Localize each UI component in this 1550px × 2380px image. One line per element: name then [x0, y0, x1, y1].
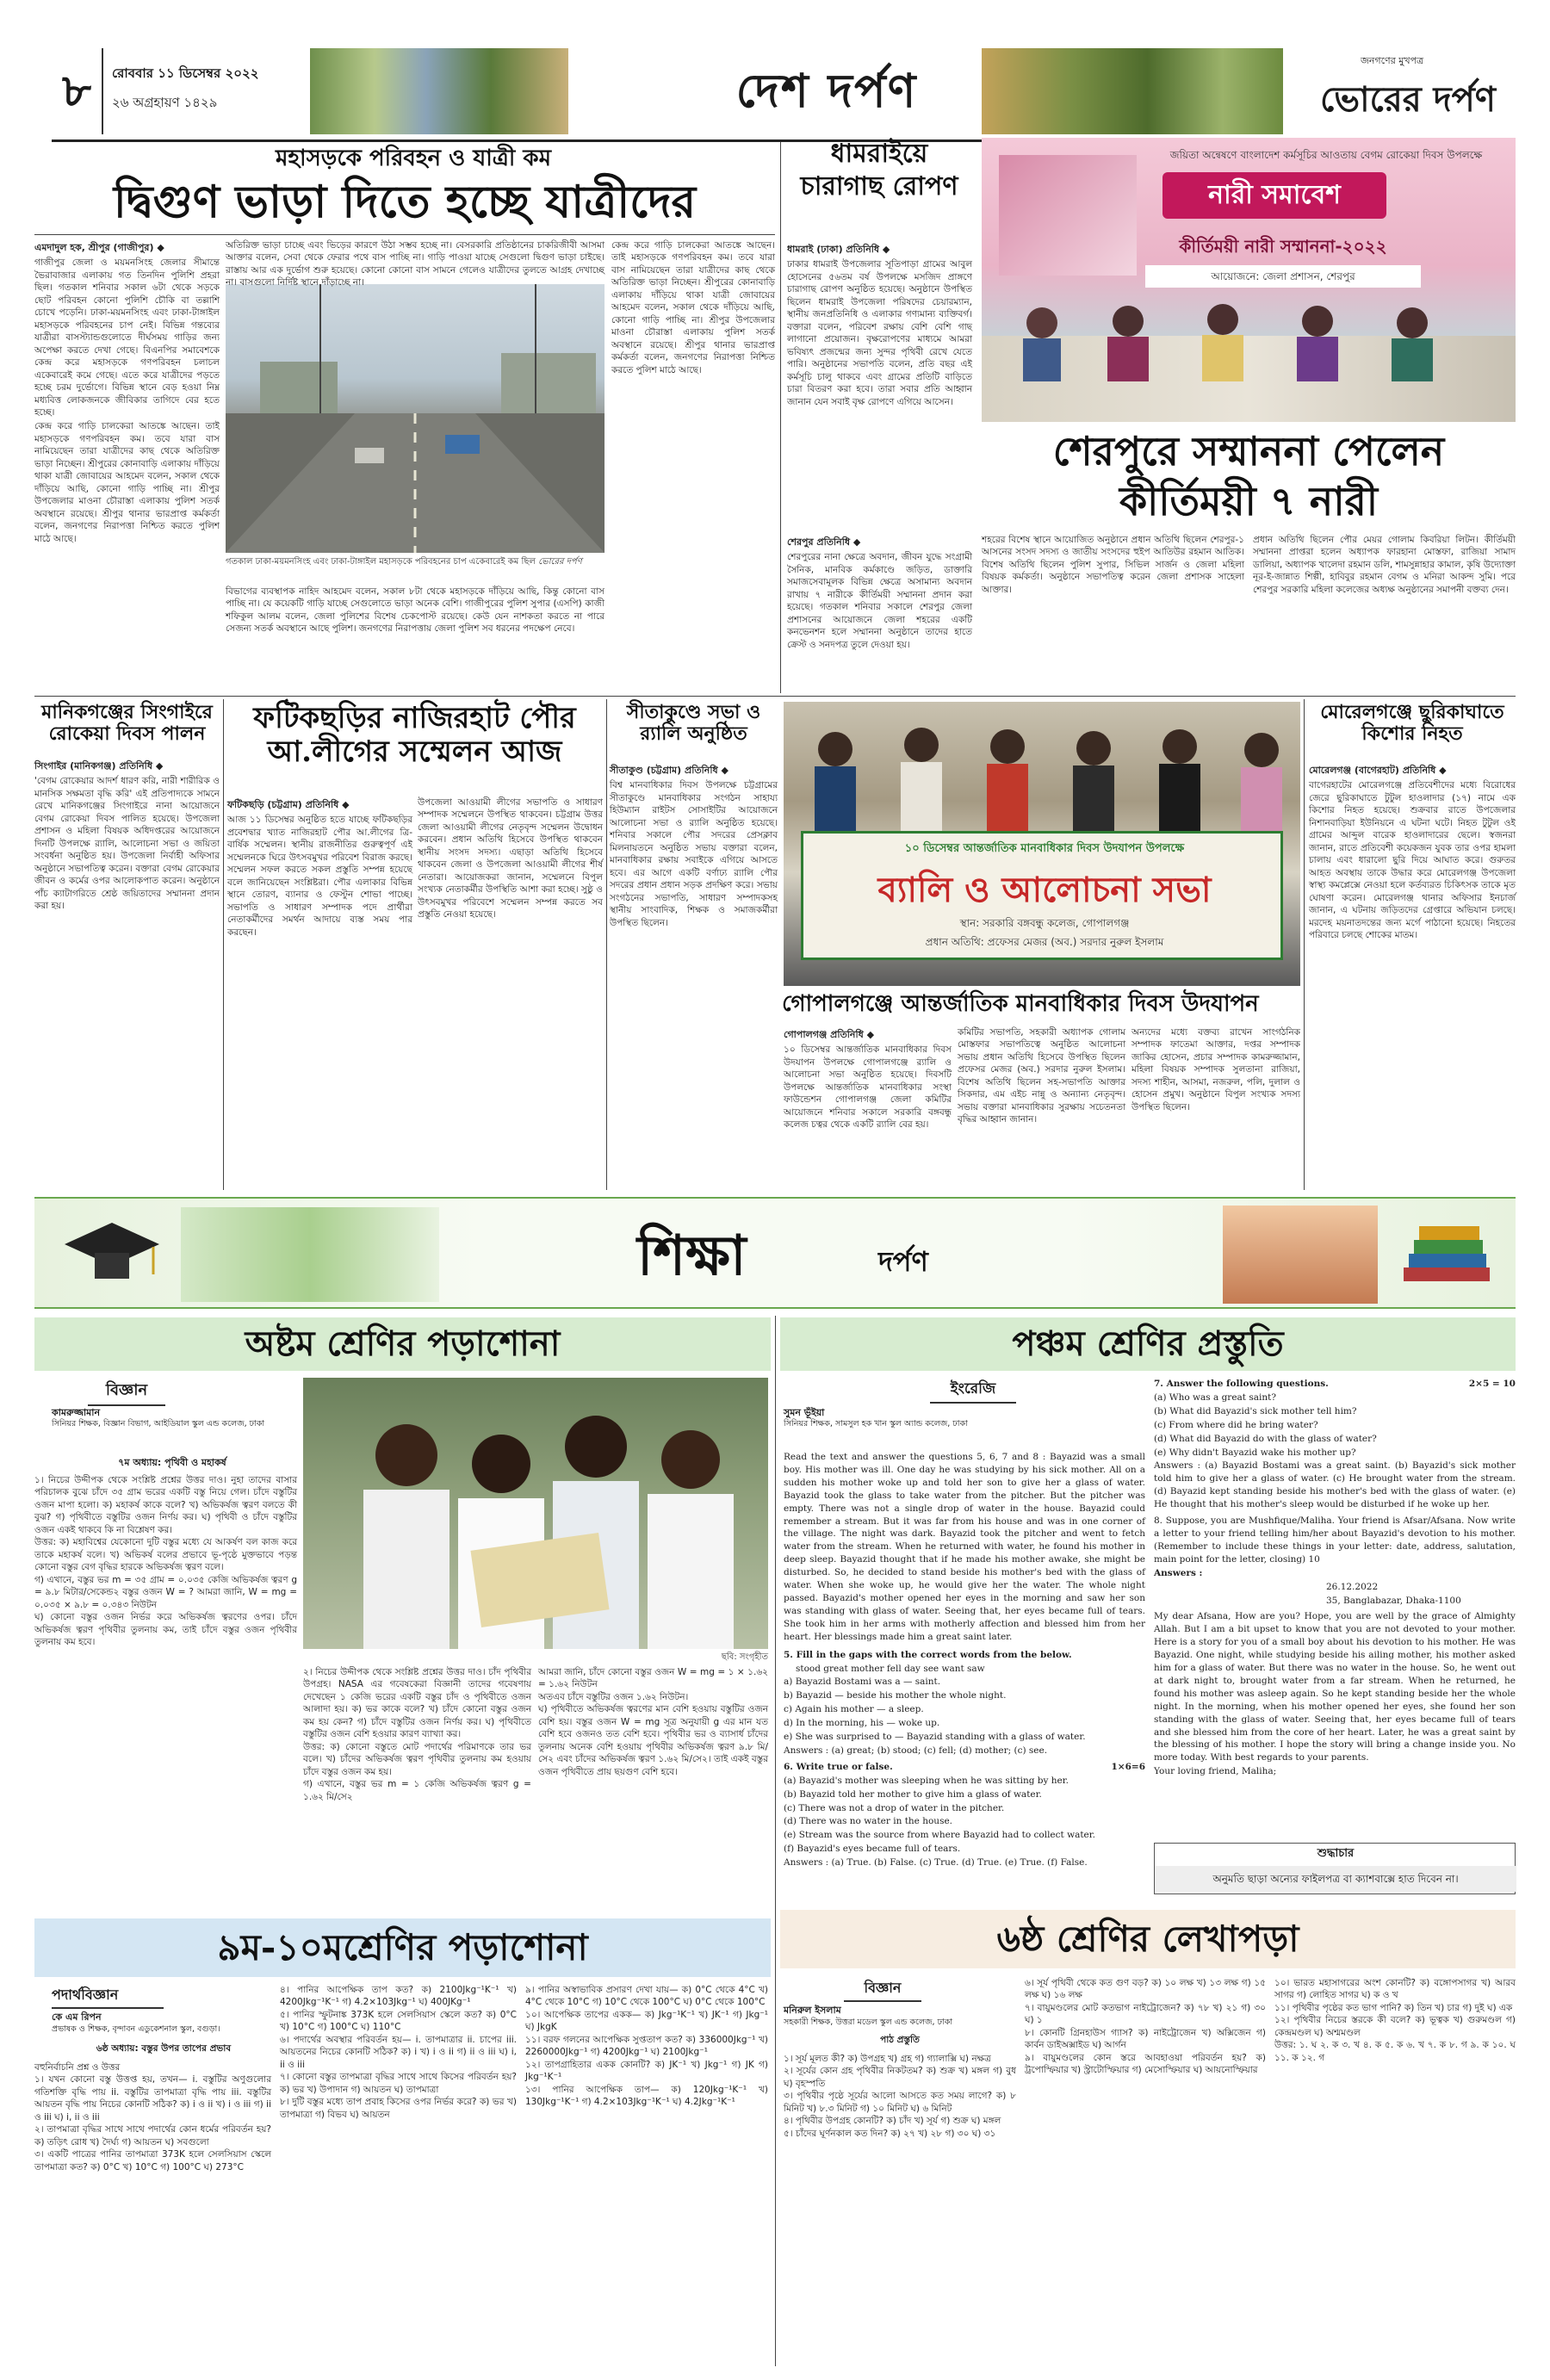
fatikchari-byline: ফটিকছড়ি (চট্টগ্রাম) প্রতিনিধি ◆ [227, 799, 350, 810]
class5-q6-f: (f) Bayazid's eyes became full of tears. [784, 1844, 961, 1855]
masthead [52, 43, 1516, 142]
class5-q5-answers: Answers : (a) great; (b) stood; (c) fell; (d) mother; (c) see. [784, 1745, 1048, 1756]
class6-author: মনিরুল ইসলাম [784, 2005, 841, 2016]
lead-column-3: কেন্দ্র করে গাড়ি চালকেরা আতঙ্কে আছেন। তাই মহাসড়কে গণপরিবহন কম। তবে যারা বাস নামিয়েছেন তারা যাত্রীদের কাছ থেকে অতিরিক্ত ভাড়া নিচ্ছেন। শ্রীপুরের কোনাবাড়ি এলাকায় দাঁড়িয়ে থাকা যাত্রী জোবায়ের আহমেদ বলেন, সকাল থেকে দাঁড়িয়ে আছি, কোনো গাড়ি পাচ্ছি না। শ্রীপুর উপজেলার মাওনা চৌরাস্তা এলাকায় পুলিশ সতর্ক অবস্থানে রয়েছে। শ্রীপুর থানার ভারপ্রাপ্ত কর্মকর্তা বলেন, জনগণের নিরাপত্তা নিশ্চিত করতে পুলিশ মাঠে আছে। [611, 240, 775, 375]
event-banner-main: নারী সমাবেশ [1162, 172, 1386, 219]
class5-q7-d: (d) What did Bayazid do with the glass of water? [1154, 1433, 1377, 1444]
sherpur-byline: শেরপুর প্রতিনিধি ◆ [787, 536, 861, 548]
class8-author-info: সিনিয়র শিক্ষক, বিজ্ঞান বিভাগ, আইডিয়াল স্কুল এন্ড কলেজ, ঢাকা [52, 1419, 265, 1429]
class8-column-2: ২। নিচের উদ্দীপক থেকে সংশ্লিষ্ট প্রশ্নের উত্তর দাও। চাঁদ পৃথিবীর উপগ্রহ। NASA এর গবেষকেরা বিজ্ঞানী তাদের গবেষণায় দেখেছেন ১ কেজি ভরের একটি বস্তুর চাঁদ ও পৃথিবীতে ওজন আলাদা হয়। ক) ভর কাকে বলে? খ) চাঁদে কোনো বস্তুর ওজন কম হয় কেন? গ) চাঁদে বস্তুটির ওজন নির্ণয় কর। ঘ) পৃথিবীতে বস্তুটির ওজন বেশি হওয়ার কারণ ব্যাখ্যা কর। উত্তর: ক) কোনো বস্তুতে মোট পদার্থের পরিমাণকে তার ভর বলে। খ) চাঁদের অভিকর্ষজ ত্বরণ পৃথিবীর তুলনায় কম হওয়ায় চাঁদে বস্তুর ওজন কম হয়। গ) এখানে, বস্তুর ভর m = ১ কেজি অভিকর্ষজ ত্বরণ g = ১.৬২ মি/সে২ [303, 1667, 531, 1802]
class9-chapter: ৬ষ্ঠ অধ্যায়: বস্তুর উপর তাপের প্রভাব [96, 2043, 232, 2054]
class5-q6-marks: 1×6=6 [1111, 1761, 1145, 1772]
class9-column-3: ৯। পানির অস্বাভাবিক প্রসারণ দেখা যায়— ক) 0°C থেকে 4°C খ) 4°C থেকে 10°C গ) 10°C থেকে 100°C ঘ) 0°C থেকে 100°C ১০। আপেক্ষিক তাপের একক— ক) Jkg⁻¹K⁻¹ খ) JK⁻¹ গ) Jkg⁻¹ ঘ) JkgK ১১। বরফ গলনের আপেক্ষিক সুপ্ততাপ কত? ক) 336000Jkg⁻¹ খ) 2260000Jkg⁻¹ গ) 4200Jkg⁻¹ ঘ) 2100Jkg⁻¹ ১২। তাপগ্রাহিতার একক কোনটি? ক) JK⁻¹ খ) Jkg⁻¹ গ) JK গ) Jkg⁻¹K⁻¹ ১৩। পানির আপেক্ষিক তাপ— ক) 120Jkg⁻¹K⁻¹ খ) 130Jkg⁻¹K⁻¹ গ) 4.2×103Jkg⁻¹K⁻¹ ঘ) 4.2Jkg⁻¹K⁻¹ [525, 1985, 768, 2108]
class5-q8-answers: Answers : [1154, 1567, 1203, 1578]
class6-column-2: ৬। সূর্য পৃথিবী থেকে কত গুণ বড়? ক) ১০ লক্ষ খ) ১৩ লক্ষ গ) ১৫ লক্ষ ঘ) ১৬ লক্ষ ৭। বায়ুমণ্ডলের মোট কতভাগ নাইট্রোজেন? ক) ৭৮ খ) ২১ গ) ৩০ ঘ) ১ ৮। কোনটি গ্রিনহাউস গ্যাস? ক) নাইট্রোজেন খ) অক্সিজেন গ) কার্বন ডাইঅক্সাইড ঘ) আর্গন ৯। বায়ুমণ্ডলের কোন স্তরে আবহাওয়া পরিবর্তন হয়? ক) ট্রপোস্ফিয়ার খ) স্ট্রাটোস্ফিয়ার গ) মেসোস্ফিয়ার ঘ) আয়নোস্ফিয়ার [1025, 1978, 1266, 2076]
fatikchari-headline: ফটিকছড়ির নাজিরহাট পৌর আ.লীগের সম্মেলন আজ [253, 701, 576, 770]
education-banner [34, 1197, 1516, 1309]
class8-author: কামরুজ্জামান [52, 1407, 101, 1418]
class5-q6-a: (a) Bayazid's mother was sleeping when he was sitting by her. [784, 1775, 1069, 1786]
class5-q8: 8. Suppose, you are Mushfique/Maliha. Your friend is Afsar/Afsana. Now write a letter to your friend telling him/her about Bayazid's devotion to his mother. (Remember to include these things in your letter: date, address, salutation, main point for the letter, closing) 10 [1154, 1515, 1516, 1565]
fatikchari-column-2: উপজেলা আওয়ামী লীগের সভাপতি ও সাধারণ সম্পাদক সম্মেলনে উপস্থিত থাকবেন। চট্টগ্রাম উত্তর জেলা আওয়ামী লীগের নেতৃবৃন্দ সম্মেলন উদ্বোধন করবেন। প্রধান অতিথি হিসেবে উপস্থিত থাকবেন স্থানীয় সংসদ সদস্য। এছাড়া অতিথি হিসেবে থাকবেন জেলা ও উপজেলা আওয়ামী লীগের শীর্ষ নেতারা। আয়োজকরা জানান, সম্মেলনে বিপুল সংখ্যক নেতাকর্মীর উপস্থিতি আশা করা হচ্ছে। সুষ্ঠু ও উৎসবমুখর পরিবেশে সম্মেলন সম্পন্ন করতে সব প্রস্তুতি নেওয়া হয়েছে। [418, 797, 603, 920]
gopalganj-headline: গোপালগঞ্জে আন্তর্জাতিক মানবাধিকার দিবস উদযাপন [782, 991, 1259, 1017]
sherpur-text-1: শেরপুরের নানা ক্ষেত্রে অবদান, জীবন যুদ্ধে সংগ্রামী সৈনিক, মানবিক কর্মকাণ্ডে জড়িত, ডাক্তারি সমাজসেবামূলক বিভিন্ন ক্ষেত্রে অসামান্য অবদান রাখায় ৭ নারীকে কীর্তিময়ী সম্মাননা প্রদান করা হয়েছে। গতকাল শনিবার সকালে শেরপুর জেলা প্রশাসনের আয়োজনে জেলা শহরের একটি কনভেনশন হলে সম্মাননা অনুষ্ঠানে তাদের হাতে ক্রেস্ট ও সনদপত্র তুলে দেওয়া হয়। [787, 552, 972, 650]
edu-banner-title-small: দর্পণ [878, 1245, 928, 1278]
lead-headline: দ্বিগুণ ভাড়া দিতে হচ্ছে যাত্রীদের [113, 176, 697, 228]
class9-column-2: ৪। পানির আপেক্ষিক তাপ কত? ক) 2100Jkg⁻¹K⁻¹ খ) 4200Jkg⁻¹K⁻¹ গ) 4.2×103Jkg⁻¹ ঘ) 400JKg⁻¹ ৫। পানির স্ফুটনাঙ্ক 373K হলে সেলসিয়াস স্কেলে কত? ক) 0°C খ) 10°C গ) 100°C ঘ) 110°C ৬। পদার্থের অবস্থার পরিবর্তন হয়— i. তাপমাত্রার ii. চাপের iii. আয়তনের নিচের কোনটি সঠিক? ক) i খ) i ও ii গ) ii ও iii ঘ) i, ii ও iii ৭। কোনো বস্তুর তাপমাত্রা বৃদ্ধির সাথে সাথে কিসের পরিবর্তন হয়? ক) ভর খ) উপাদান গ) আয়তন ঘ) তাপমাত্রা ৮। দুটি বস্তুর মধ্যে তাপ প্রবাহ কিসের ওপর নির্ভর করে? ক) ভর খ) তাপমাত্রা গ) বিভব ঘ) আয়তন [280, 1985, 517, 2120]
lead-text-1: গাজীপুর জেলা ও ময়মনসিংহ জেলার সীমান্তে ভৈরাবাজার এলাকায় গত তিনদিন পুলিশি প্রহরা ছিল। গতকাল শনিবার সকাল ৬টা থেকে সড়কে ছোট পরিবহন কোনো পুলিশি চৌকি বা তল্লাশি চোখে পড়েনি। ঢাকা-ময়মনসিংহ এবং ঢাকা-টাঙ্গাইল মহাসড়কে পরিবহনের চাপ নেই। বিভিন্ন গন্তব্যের যাত্রীরা বাসস্ট্যান্ডগুলোতে দীর্ঘসময় গাড়ির জন্য অপেক্ষা করতে দেখা গেছে। বিএনপির সমাবেশকে কেন্দ্র করে মহাসড়কে গণপরিবহন চলাচল একেবারেই কমে গেছে। এতে করে যাত্রীদের পড়তে হচ্ছে চরম দুর্ভোগে। বিভিন্ন স্থানে বেড় হওয়া নিম্ন মধ্যবিত্ত লোকজনকে জীবিকার তাগিদে বের হতে হচ্ছে। [34, 257, 220, 418]
class5-q7-title: 7. Answer the following questions. [1154, 1379, 1329, 1389]
masthead-photo-strip-right [982, 48, 1283, 134]
letter-address: 35, Banglabazar, Dhaka-1100 [1326, 1595, 1461, 1606]
class5-q5-title: 5. Fill in the gaps with the correct words from the below. [784, 1649, 1072, 1660]
lead-photo-credit: ভোরের দর্পণ [538, 557, 582, 567]
class5-q5-a: a) Bayazid Bostami was a — saint. [784, 1677, 941, 1688]
sitakunda-text: বিশ্ব মানবাধিকার দিবস উপলক্ষে চট্টগ্রামের সীতাকুণ্ডে মানবাধিকার সংগঠন সাহায্য হিউম্যান রাইটস সোসাইটির আয়োজনে আলোচনা সভা ও র‌্যালি অনুষ্ঠিত হয়েছে। শনিবার সকালে পৌর সদরের প্রেসক্লাব মিলনায়তনে অনুষ্ঠিত সভায় বক্তারা বলেন, মানবাধিকার রক্ষায় সবাইকে এগিয়ে আসতে হবে। এর আগে একটি বর্ণাঢ্য র‌্যালি পৌর সদরের প্রধান প্রধান সড়ক প্রদক্ষিণ করে। সভায় সংগঠনের সভাপতি, সাধারণ সম্পাদকসহ স্থানীয় সাংবাদিক, শিক্ষক ও সমাজকর্মীরা উপস্থিত ছিলেন। [610, 780, 778, 928]
rule-v-edu [775, 1316, 776, 2366]
morelganj-headline: মোরেলগঞ্জে ছুরিকাঘাতে কিশোর নিহত [1320, 701, 1504, 746]
class5-q6-c: (c) There was not a drop of water in the pitcher. [784, 1802, 1005, 1813]
class5-q6-b: (b) Bayazid told her mother to give him a glass of water. [784, 1788, 1042, 1800]
correction-title: শুদ্ধাচার [1317, 1847, 1355, 1860]
class5-subject-tab: ইংরেজি [930, 1378, 1016, 1404]
rally-banner-venue: স্থান: সরকারি বঙ্গবন্ধু কলেজ, গোপালগঞ্জ [959, 917, 1130, 929]
class5-author: সুমন ভূঁইয়া [784, 1407, 825, 1418]
singair-byline: সিংগাইর (মানিকগঞ্জ) প্রতিনিধি ◆ [34, 760, 164, 772]
correction-body: অনুমতি ছাড়া অন্যের ফাইলপত্র বা ক্যাশবাক্সে হাত দিবেন না। [1155, 1866, 1516, 1892]
class5-column-1 [784, 1451, 1145, 1933]
dhamrai-text: ঢাকার ধামরাই উপজেলার সূতিপাড়া গ্রামের আবুল হোসেনের ৫৬তম বর্ষ উপলক্ষে মসজিদ প্রাঙ্গণে চারাগাছ রোপণ অনুষ্ঠিত হয়েছে। অনুষ্ঠানে উপস্থিত ছিলেন ধামরাই উপজেলা পরিষদের চেয়ারম্যান, স্থানীয় জনপ্রতিনিধি ও এলাকার গণ্যমান্য ব্যক্তিবর্গ। বক্তারা বলেন, পরিবেশ রক্ষায় বেশি বেশি গাছ লাগানো প্রয়োজন। বৃক্ষরোপণের মাধ্যমে আমরা ভবিষ্যৎ প্রজন্মের জন্য সুন্দর পৃথিবী রেখে যেতে পারি। অনুষ্ঠানের সভাপতি বলেন, প্রতি বছর এই কর্মসূচি চালু থাকবে এবং গ্রামের প্রতিটি বাড়িতে চারা বিতরণ করা হবে। তারা সবার প্রতি আহ্বান জানান যেন সবাই বৃক্ষ রোপণে এগিয়ে আসেন। [787, 259, 972, 407]
class5-q7-header [1154, 1378, 1516, 1391]
gopalganj-column-3: অন্যদের মধ্যে বক্তব্য রাখেন সাংগঠনিক সম্পাদক ফাতেমা আক্তার, দপ্তর সম্পাদক জাকির হোসেন, প্রচার সম্পাদক কামরুজ্জামান, মহিলা বিষয়ক সম্পাদক সুলতানা রাজিয়া, সদস্য শাহীন, আসমা, নজরুল, পলি, দুলাল ও হোসেন প্রমুখ। অনুষ্ঠানে বিপুল সংখ্যক সদস্য উপস্থিত ছিলেন। [1132, 1027, 1300, 1113]
class9-title-band [34, 1918, 771, 1977]
class6-subject-tab: বিজ্ঞান [844, 1977, 921, 2002]
rally-banner-top: ১০ ডিসেম্বর আন্তর্জাতিক মানবাধিকার দিবস উদযাপন উপলক্ষে [904, 842, 1185, 855]
date-line-2: ২৬ অগ্রহায়ণ ১৪২৯ [112, 95, 218, 110]
class5-q6-e: (e) Stream was the source from where Bayazid had to collect water. [784, 1830, 1095, 1841]
section-title: দেশ দর্পণ [735, 63, 918, 118]
masthead-photo-strip-left [310, 48, 568, 134]
morelganj-text: বাগেরহাটের মোরেলগঞ্জে প্রতিবেশীদের মধ্যে বিরোধের জেরে ছুরিকাঘাতে টুটুল হাওলাদার (১৭) নামে এক কিশোর নিহত হয়েছে। শুক্রবার রাতে উপজেলার নিশানবাড়িয়া ইউনিয়নে এ ঘটনা ঘটে। নিহত টুটুল ওই গ্রামের আব্দুল বারেক হাওলাদারের ছেলে। স্বজনরা জানান, রাতে প্রতিবেশী কয়েকজন যুবক তার ওপর হামলা চালায় এবং ধারালো ছুরি দিয়ে আঘাত করে। গুরুতর আহত অবস্থায় তাকে উদ্ধার করে মোরেলগঞ্জ উপজেলা স্বাস্থ্য কমপ্লেক্সে নেওয়া হলে কর্তব্যরত চিকিৎসক তাকে মৃত ঘোষণা করেন। মোরেলগঞ্জ থানার অফিসার ইনচার্জ জানান, এ ঘটনায় জড়িতদের গ্রেপ্তারে অভিযান চলছে। মরদেহ ময়নাতদন্তের জন্য মর্গে পাঠানো হয়েছে। নিহতের পরিবারে চলছে শোকের মাতম। [1309, 780, 1516, 940]
rally-banner-title: ব্যালি ও আলোচনা সভা [877, 870, 1212, 910]
dhamrai-byline: ধামরাই (ঢাকা) প্রতিনিধি ◆ [787, 244, 890, 255]
lead-text-1b: কেন্দ্র করে গাড়ি চালকেরা আতঙ্কে আছেন। তাই মহাসড়কে গণপরিবহন কম। তবে যারা বাস নামিয়েছেন তারা যাত্রীদের কাছ থেকে অতিরিক্ত ভাড়া নিচ্ছেন। শ্রীপুরের কোনাবাড়ি এলাকায় দাঁড়িয়ে থাকা যাত্রী জোবায়ের আহমেদ বলেন, সকাল থেকে দাঁড়িয়ে আছি, কোনো গাড়ি পাচ্ছি না। শ্রীপুর উপজেলার মাওনা চৌরাস্তা এলাকায় পুলিশ সতর্ক অবস্থানে রয়েছে। শ্রীপুর থানার ভারপ্রাপ্ত কর্মকর্তা বলেন, জনগণের নিরাপত্তা নিশ্চিত করতে পুলিশ মাঠে আছে। [34, 421, 220, 544]
class6-author-info: সহকারী শিক্ষক, উত্তরা মডেল স্কুল এন্ড কলেজ, ঢাকা [784, 2017, 953, 2027]
class5-q5-c: c) Again his mother — a sleep. [784, 1704, 924, 1715]
class8-photo-caption: ছবি: সংগৃহীত [721, 1652, 768, 1662]
rule-v-lead [780, 142, 781, 693]
letter-body: My dear Afsana, How are you? Hope, you are well by the grace of Almighty Allah. But I am a bit upset to know that you are not devoted to your mother. Here is a story for you of a small boy about his devotion to his mother. He was Bayazid. One night, while studying beside his ailing mother, his mother asked him for a glass of water. But there was no water in the house. So, he went out at dark night to, brought water from a far stream. When he returned, he found his mother was asleep again. So he kept standing beside her the whole night. In the morning, when his mother opened her eyes, she found her son standing with the glass of water. Seeing that, her eyes became full of tears and she blessed him from the core of her heart. Later, he was a great saint by the blessing of his mother. I hope the story will bring a change inside you. No more today. With best regards to your parents. [1154, 1611, 1516, 1763]
rally-banner-guest: প্রধান অতিথি: প্রফেসর মেজর (অব.) সরদার নুরুল ইসলাম [925, 936, 1164, 948]
class5-q7-a: (a) Who was a great saint? [1154, 1391, 1276, 1403]
rule-v-2 [223, 699, 224, 1190]
singair-column [34, 758, 220, 1188]
class5-q6-header [784, 1761, 1145, 1774]
sherpur-column-1 [787, 534, 972, 689]
gopalganj-byline: গোপালগঞ্জ প্রতিনিধি ◆ [784, 1029, 875, 1040]
sherpur-headline-2: কীর্তিময়ী ৭ নারী [1119, 478, 1378, 524]
date-line-1: রোববার ১১ ডিসেম্বর ২০২২ [112, 65, 259, 81]
lead-photo-caption-text: গতকাল ঢাকা-ময়মনসিংহ এবং ঢাকা-টাঙ্গাইল মহাসড়কে পরিবহনের চাপ একেবারেই কম ছিল [226, 557, 536, 567]
rally-banner [801, 831, 1283, 960]
singair-text: 'বেগম রোকেয়ার আদর্শ ধারণ করি, নারী শারীরিক ও মানসিক সক্ষমতা বৃদ্ধি করি' এই প্রতিপাদ্যকে সামনে রেখে মানিকগঞ্জের সিংগাইরে নানা আয়োজনে বেগম রোকেয়া দিবস পালিত হয়েছে। উপজেলা প্রশাসন ও মহিলা বিষয়ক অধিদপ্তরের আয়োজনে দিনটি উপলক্ষে র‌্যালি, আলোচনা সভা ও জয়িতা সংবর্ধনা অনুষ্ঠিত হয়। উপজেলা নির্বাহী অফিসার অনুষ্ঠানে সভাপতিত্ব করেন। বক্তারা বেগম রোকেয়ার জীবন ও কর্মের ওপর আলোকপাত করেন। অনুষ্ঠানে পাঁচ ক্যাটাগরিতে শ্রেষ্ঠ জয়িতাদের সম্মাননা প্রদান করা হয়। [34, 776, 220, 912]
paper-tagline: জনগণের মুখপত্র [1361, 55, 1424, 66]
lead-column-2: অতিরিক্ত ভাড়া চাচ্ছে এবং ভিড়ের কারণে উঠা সম্ভব হচ্ছে না। বেসরকারি প্রতিষ্ঠানের চাকরিজীবী আসমা আক্তার বলেন, সেবা থেকে ফেরার পথে বাস পাচ্ছি না। গাড়ি পাওয়া যাচ্ছে সেগুলো দ্বিগুণ ভাড়া চাইছে। রাস্তায় আর এক দুর্ভোগ শুরু হয়েছে। কোনো কোনো বাস সামনে গেলেও যাত্রীদের তুলতে আগ্রহ দেখাচ্ছে না। বাসগুলো নির্দিষ্ট স্থানে দাঁড়াচ্ছে না। [226, 240, 604, 288]
lead-photo-highway [226, 284, 604, 553]
edu-banner-students-photo [1223, 1205, 1378, 1304]
edu-banner-photo-left [181, 1207, 439, 1302]
sherpur-headline-1: শেরপুরে সম্মাননা পেলেন [1052, 428, 1445, 474]
class8-students-photo [303, 1378, 768, 1649]
rally-crowd-silhouettes [784, 710, 1300, 840]
sherpur-column-2: শহরের বিশেষ স্থানে আয়োজিত অনুষ্ঠানে প্রধান অতিথি ছিলেন শেরপুর-১ আসনের সংসদ সদস্য ও জাতীয় সংসদের হুইপ আতিউর রহমান আতিক। বিশেষ অতিথি ছিলেন পুলিশ সুপার, সিভিল সার্জন ও জেলা মহিলা বিষয়ক কর্মকর্তা। অনুষ্ঠানে সভাপতিত্ব করেন জেলা প্রশাসক সাহেলা আক্তার। [982, 535, 1244, 595]
class5-q5-words: stood great mother fell day see want saw [796, 1663, 985, 1674]
class6-title: ৬ষ্ঠ শ্রেণির লেখাপড়া [996, 1918, 1299, 1960]
sitakunda-byline: সীতাকুণ্ড (চট্টগ্রাম) প্রতিনিধি ◆ [610, 765, 728, 776]
correction-box [1154, 1843, 1516, 1894]
class5-q7-answers: Answers : (a) Bayazid Bostami was a great saint. (b) Bayazid's sick mother told him to give her a glass of water. (c) He brought water from the stream. (d) Bayazid kept standing beside his mother's bed with the glass of water. (e) He thought that his mother's sleep would be disturbed if he woke up her. [1154, 1460, 1516, 1510]
class5-q6-d: (d) There was no water in the house. [784, 1816, 953, 1827]
class5-q6-answers: Answers : (a) True. (b) False. (c) True. (d) True. (e) True. (f) False. [784, 1857, 1088, 1869]
class9-column-1: বহুনির্বাচনি প্রশ্ন ও উত্তর ১। যখন কোনো বস্তু উত্তপ্ত হয়, তখন— i. বস্তুটির অণুগুলোর গতিশক্তি বৃদ্ধি পায় ii. বস্তুটির তাপমাত্রা বৃদ্ধি পায় iii. বস্তুটির আয়তন বৃদ্ধি পায় নিচের কোনটি সঠিক? ক) i ও ii খ) i ও iii গ) ii ও iii ঘ) i, ii ও iii ২। তাপমাত্রা বৃদ্ধির সাথে সাথে পদার্থের কোন ধর্মের পরিবর্তন হয়? ক) তড়িৎ রোধ খ) দৈর্ঘ্য গ) আয়তন ঘ) সবগুলো ৩। একটি পাত্রের পানির তাপমাত্রা 373K হলে সেলসিয়াস স্কেলে তাপমাত্রা কত? ক) 0°C খ) 10°C গ) 100°C ঘ) 273°C [34, 2062, 271, 2172]
singair-headline: মানিকগঞ্জের সিংগাইরে রোকেয়া দিবস পালন [41, 701, 213, 746]
event-portraits [999, 155, 1137, 276]
gopalganj-column-1 [784, 1026, 952, 1188]
class5-column-2 [1154, 1378, 1516, 1834]
morelganj-column [1309, 762, 1516, 1188]
class5-passage: Read the text and answer the questions 5, 6, 7 and 8 : Bayazid was a small boy. His mother was ill. One day he was studying by his sick mother. All on a sudden his mother woke up and told her son to give her a glass of water. Bayazid took the glass to take water from the pitcher. But the pitcher was empty. There was not a single drop of water in the house. Bayazid could remember a stream. But it was far from his house and was in one corner of the village. The night was dark. Bayazid took the pitcher and went to fetch water from the stream. When he returned with water, he found his mother in deep sleep. Bayazid thought that if he made his mother awake, she might be disturbed. So, he decided to stand beside his mother's bed with the glass of water. When she woke up, he would give her the water. The whole night passed. Bayazid's mother opened her eyes in the morning and saw her son was standing with glass of water. Seeing that, her eyes became full of tears. She took him in her arms with motherly affection and blessed him from her heart. Her blessings made him a great saint later. [784, 1452, 1145, 1642]
lead-byline: এমদাদুল হক, শ্রীপুর (গাজীপুর) ◆ [34, 242, 164, 253]
lead-bottom: বিভাগের ব্যবস্থাপক নাহিদ আহমেদ বলেন, সকাল ৮টা থেকে মহাসড়কে দাঁড়িয়ে আছি, কিন্তু কোনো বাস পাচ্ছি না। যে কয়েকটি গাড়ি যাচ্ছে সেগুলোতে ভাড়া অনেক বেশি। গাজীপুরের পুলিশ সুপার (এসপি) কাজী শফিকুল আলম বলেন, জেলা পুলিশের বিশেষ চেকপোস্ট রয়েছে। কেউ যেন নাশকতা করতে না পারে সেজন্য সতর্ক অবস্থানে আছে পুলিশ। জনগণের নিরাপত্তায় জেলা পুলিশ সব ধরনের পদক্ষেপ নেবে। [226, 586, 604, 635]
sitakunda-headline: সীতাকুণ্ডে সভা ও র‌্যালি অনুষ্ঠিত [626, 701, 761, 746]
class8-column-1: ১। নিচের উদ্দীপক থেকে সংশ্লিষ্ট প্রশ্নের উত্তর দাও। নুহা তাদের বাসার পরিচালক বুঝে চাঁদে ৩৫ গ্রাম ভরের একটি বস্তু নিয়ে গেল। চাঁদে বস্তুটির ওজন মাপা হলো। ক) মহাকর্ষ কাকে বলে? খ) অভিকর্ষজ ত্বরণ বলতে কী বুঝ? গ) পৃথিবীতে বস্তুটির ওজন নির্ণয় কর। ঘ) পৃথিবী ও চাঁদে বস্তুটির ওজন একই থাকবে কি না বিশ্লেষণ কর। উত্তর: ক) মহাবিশ্বের যেকোনো দুটি বস্তুর মধ্যে যে আকর্ষণ বল কাজ করে তাকে মহাকর্ষ বলে। খ) অভিকর্ষ বলের প্রভাবে ভূ-পৃষ্ঠে মুক্তভাবে পড়ন্ত কোনো বস্তুর বেগ বৃদ্ধির হারকে অভিকর্ষজ ত্বরণ বলে। গ) এখানে, বস্তুর ভর m = ৩৫ গ্রাম = ০.০৩৫ কেজি অভিকর্ষজ ত্বরণ g = ৯.৮ মিটার/সেকেন্ড২ বস্তুর ওজন W = ? আমরা জানি, W = mg = ০.০৩৫ × ৯.৮ = ০.৩৪৩ নিউটন ঘ) কোনো বস্তুর ওজন নির্ভর করে অভিকর্ষজ ত্বরণের ওপর। চাঁদে অভিকর্ষজ ত্বরণ পৃথিবীর তুলনায় কম, তাই চাঁদে বস্তুর ওজন পৃথিবীর তুলনায় কম হবে। [34, 1475, 297, 1648]
class9-author: কে এম রিপন [52, 2011, 102, 2023]
students-illustration [303, 1378, 768, 1649]
class6-chapter: পাঠ প্রস্তুতি [880, 2035, 920, 2045]
class5-q5-b: b) Bayazid — beside his mother the whole night. [784, 1690, 1007, 1701]
sitakunda-column [610, 762, 778, 1188]
class5-q5-e: e) She was surprised to — Bayazid standing with a glass of water. [784, 1732, 1086, 1743]
edu-banner-books-icon [1395, 1207, 1498, 1302]
class5-title-band [780, 1317, 1516, 1371]
class5-q7-b: (b) What did Bayazid's sick mother tell him? [1154, 1405, 1357, 1416]
gopalganj-column-2: কমিটির সভাপতি, সহকারী অধ্যাপক গোলাম মোস্তফার সভাপতিত্বে অনুষ্ঠিত আলোচনা সভায় প্রধান অতিথি হিসেবে উপস্থিত ছিলেন প্রফেসর মেজর (অব.) সরদার নুরুল ইসলাম। বিশেষ অতিথি ছিলেন সহ-সভাপতি আক্তার সিকদার, এম এইচ নান্নু ও অন্যান্য নেতৃবৃন্দ। সভায় বক্তারা মানবাধিকার সুরক্ষায় সচেতনতা বৃদ্ধির আহ্বান জানান। [958, 1027, 1125, 1125]
class5-q7-marks: 2×5 = 10 [1468, 1379, 1516, 1389]
fatikchari-column-1 [227, 796, 412, 1188]
class9-subject-tab: পদার্থবিজ্ঞান [52, 1984, 164, 2009]
class5-q7-c: (c) From where did he bring water? [1154, 1419, 1318, 1430]
class6-column-3: ১০। ভারত মহাসাগরের অংশ কোনটি? ক) বঙ্গোপসাগর খ) আরব সাগর গ) লোহিত সাগর ঘ) ক ও খ ১১। পৃথিবীর পৃষ্ঠের কত ভাগ পানি? ক) তিন খ) চার গ) দুই ঘ) এক ১২। পৃথিবীর নিচের স্তরকে কী বলে? ক) ভূত্বক খ) গুরুমণ্ডল গ) কেন্দ্রমণ্ডল ঘ) অশ্মমণ্ডল উত্তর: ১. ঘ ২. ক ৩. খ ৪. ক ৫. ক ৬. খ ৭. ক ৮. গ ৯. ক ১০. ঘ ১১. ক ১২. গ [1274, 1978, 1516, 2063]
rule-v-4 [1304, 699, 1305, 1190]
paper-logo: ভোরের দর্পণ [1320, 79, 1496, 120]
class8-title-band [34, 1317, 771, 1371]
rule-h-1 [34, 696, 1516, 697]
class5-author-info: সিনিয়র শিক্ষক, সামসুল হক খান স্কুল অ্যান্ড কলেজ, ঢাকা [784, 1419, 968, 1429]
highway-illustration [226, 284, 604, 553]
class5-title: পঞ্চম শ্রেণির প্রস্তুতি [1012, 1323, 1284, 1364]
dhamrai-headline: ধামরাইয়ে চারাগাছ রোপণ [800, 139, 958, 201]
class5-q7-e: (e) Why didn't Bayazid wake his mother up? [1154, 1447, 1356, 1458]
class8-subject-tab: বিজ্ঞান [88, 1378, 165, 1406]
lead-kicker: মহাসড়কে পরিবহন ও যাত্রী কম [275, 146, 552, 171]
letter-date: 26.12.2022 [1326, 1581, 1379, 1592]
event-photo-sherpur [982, 138, 1516, 422]
event-banner-sub: কীর্তিময়ী নারী সম্মাননা-২০২২ [1179, 236, 1387, 257]
class8-column-3: আমরা জানি, চাঁদে কোনো বস্তুর ওজন W = mg = ১ × ১.৬২ = ১.৬২ নিউটন অতএব চাঁদে বস্তুটির ওজন ১.৬২ নিউটন। ঘ) পৃথিবীতে অভিকর্ষজ ত্বরণের মান বেশি হওয়ায় বস্তুটির ওজন বেশি হয়। বস্তুর ওজন W = mg সূত্র অনুযায়ী g এর মান যত বেশি হবে ওজনও তত বেশি হবে। পৃথিবীর ভর ও ব্যাসার্ধ চাঁদের তুলনায় অনেক বেশি হওয়ায় পৃথিবীর অভিকর্ষজ ত্বরণ ৯.৮ মি/সে২ এবং চাঁদের অভিকর্ষজ ত্বরণ ১.৬২ মি/সে২। তাই একই বস্তুর ওজন পৃথিবীতে প্রায় ছয়গুণ বেশি হবে। [538, 1667, 768, 1777]
event-guests-silhouettes [982, 288, 1516, 392]
edu-banner-grad-cap-icon [60, 1214, 164, 1292]
sherpur-column-3: প্রধান অতিথি ছিলেন পৌর মেয়র গোলাম কিবরিয়া লিটন। কীর্তিময়ী সম্মাননা প্রাপ্তরা হলেন অধ্যাপক ফারহানা মোস্তফা, রাজিয়া সামাদ ডালিয়া, অধ্যাপক খালেদা রহমান ডলি, শামসুন্নাহার কামাল, কৃষি উদ্যোক্তা নূর-ই-জান্নাত শিল্পী, হাবিবুর রহমান বেগম ও মনিরা আকন্দ সুমি। পরে শেরপুর সরকারি মহিলা কলেজের অধ্যক্ষ অনুষ্ঠানের সমাপনী বক্তব্য দেন। [1253, 535, 1516, 595]
gopalganj-rally-photo [784, 702, 1300, 986]
rule-v-3 [606, 699, 607, 1190]
class8-chapter: ৭ম অধ্যায়: পৃথিবী ও মহাকর্ষ [118, 1457, 226, 1468]
lead-photo-caption [226, 556, 604, 567]
class5-q5-d: d) In the morning, his — woke up. [784, 1718, 940, 1729]
fatikchari-text-1: আজ ১১ ডিসেম্বর অনুষ্ঠিত হতে যাচ্ছে ফটিকছড়ির প্রবেশদ্বার খ্যাত নাজিরহাট পৌর আ.লীগের ত্রি-বার্ষিক সম্মেলন। স্থানীয় রাজনীতির গুরুত্বপূর্ণ এই সম্মেলনকে ঘিরে উৎসবমুখর পরিবেশ বিরাজ করছে। সম্মেলন সফল করতে সকল প্রস্তুতি সম্পন্ন হয়েছে বলে জানিয়েছেন সংশ্লিষ্টরা। পৌর এলাকার বিভিন্ন স্থানে তোরণ, ব্যানার ও ফেস্টুন শোভা পাচ্ছে। সভাপতি ও সাধারণ সম্পাদক পদে প্রার্থীরা নেতাকর্মীদের সমর্থন আদায়ে ব্যস্ত সময় পার করছেন। [227, 815, 412, 938]
morelganj-byline: মোরেলগঞ্জ (বাগেরহাট) প্রতিনিধি ◆ [1309, 765, 1447, 776]
event-banner-org: আয়োজনে: জেলা প্রশাসন, শেরপুর [1145, 265, 1421, 288]
class9-author-info: প্রভাষক ও শিক্ষক, বৃন্দাবন এডুকেশনাল স্কুল, বগুড়া। [52, 2024, 220, 2034]
edu-banner-title: শিক্ষা [637, 1224, 747, 1288]
lead-rule [34, 234, 775, 235]
page-number: ৮ [52, 48, 103, 134]
class6-title-band [780, 1910, 1516, 1968]
letter-closing: Your loving friend, Maliha; [1154, 1766, 1277, 1777]
class6-column-1: ১। সূর্য মূলত কী? ক) উপগ্রহ খ) গ্রহ গ) গ্যালাক্সি ঘ) নক্ষত্র ২। সূর্যের কোন গ্রহ পৃথিবীর নিকটতম? ক) শুক্র খ) মঙ্গল গ) বুধ ঘ) বৃহস্পতি ৩। পৃথিবীর পৃষ্ঠে সূর্যের আলো আসতে কত সময় লাগে? ক) ৮ মিনিট খ) ৮.৩ মিনিট গ) ১০ মিনিট ঘ) ৬ মিনিট ৪। পৃথিবীর উপগ্রহ কোনটি? ক) চাঁদ খ) সূর্য গ) শুক্র ঘ) মঙ্গল ৫। চাঁদের ঘূর্ণনকাল কত দিন? ক) ২৭ খ) ২৮ গ) ৩০ ঘ) ৩১ [784, 2054, 1016, 2139]
class8-title: অষ্টম শ্রেণির পড়াশোনা [245, 1323, 561, 1364]
event-banner-top: জয়িতা অন্বেষণে বাংলাদেশ কর্মসূচির আওতায় বেগম রোকেয়া দিবস উপলক্ষে [1169, 149, 1483, 161]
class5-q6-title: 6. Write true or false. [784, 1761, 893, 1772]
gopalganj-text-1: ১০ ডিসেম্বর আন্তর্জাতিক মানবাধিকার দিবস উদযাপন উপলক্ষে গোপালগঞ্জে র‌্যালি ও আলোচনা সভা অনুষ্ঠিত হয়েছে। দিবসটি উপলক্ষে আন্তর্জাতিক মানবাধিকার সংস্থা ফাউন্ডেশন গোপালগঞ্জ জেলা কমিটির আয়োজনে শনিবার সকালে সরকারি বঙ্গবন্ধু কলেজ চত্বর থেকে একটি র‌্যালি বের হয়। [784, 1044, 952, 1131]
class9-title: ৯ম-১০মশ্রেণির পড়াশোনা [217, 1926, 588, 1968]
